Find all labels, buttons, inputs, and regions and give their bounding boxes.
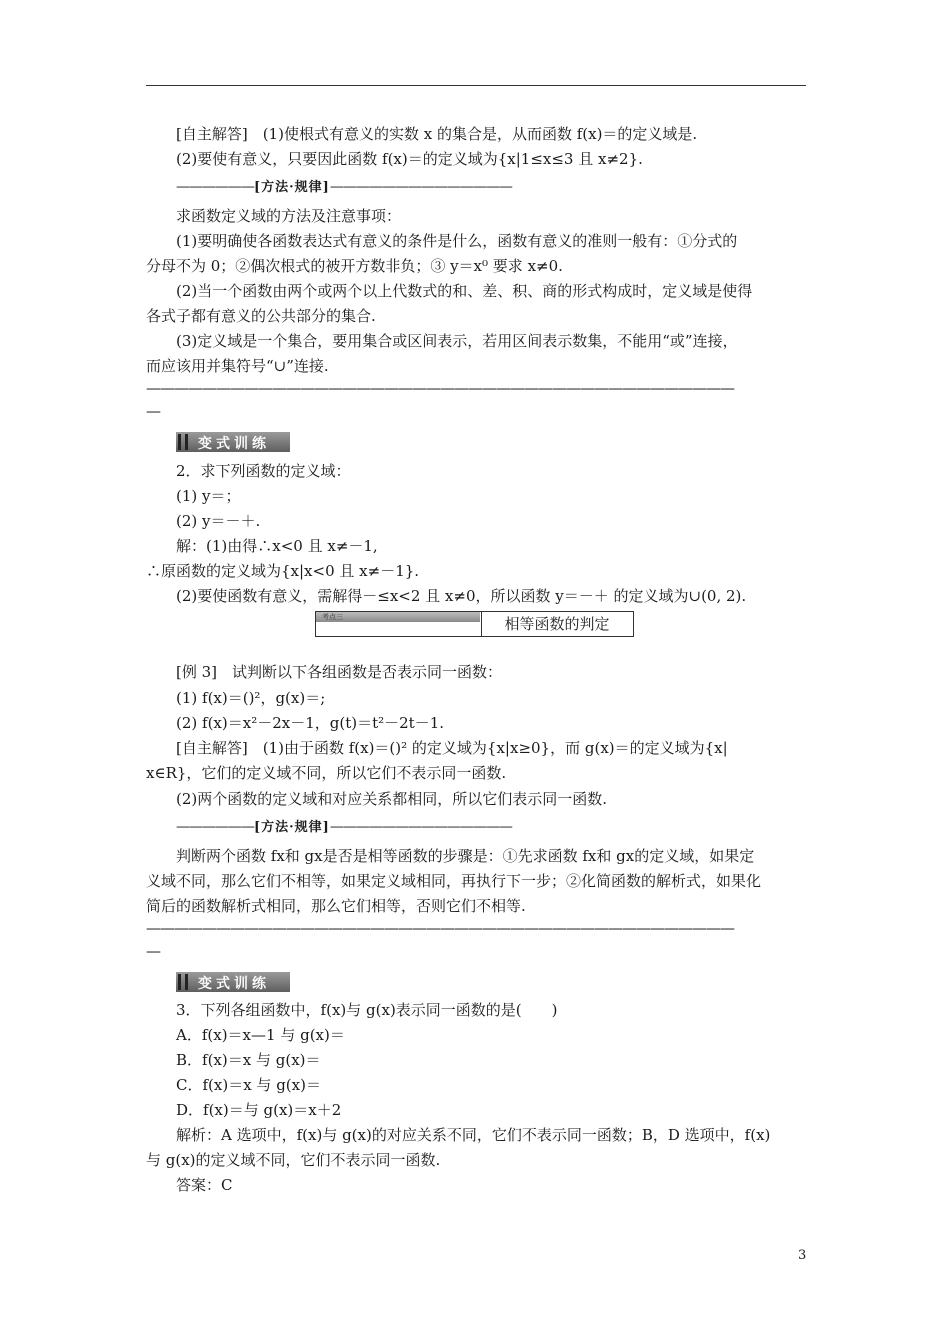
divider-line-1: —————————————————————————————————————————— xyxy=(146,379,734,397)
ex4-explanation-2: 与 g(x)的定义域不同，它们不表示同一函数. xyxy=(146,1151,441,1169)
ex2-item-2: (2) y＝－＋. xyxy=(176,512,261,530)
ex3-answer-1: [自主解答] (1)由于函数 f(x)＝()² 的定义域为{x|x≥0}，而 g(x)＝的定义域为{x| xyxy=(176,739,728,757)
method-dash-left: —————— xyxy=(176,179,254,195)
ex3-answer-2: x∈R}，它们的定义域不同，所以它们不表示同一函数. xyxy=(146,764,507,782)
method-p2b: 各式子都有意义的公共部分的集合. xyxy=(146,307,376,325)
variant-training-label-1: 变式训练 xyxy=(198,436,270,452)
judge-line-2: 义域不同，那么它们不相等，如果定义域相同，再执行下一步；②化简函数的解析式，如果化 xyxy=(146,872,762,890)
ex2-item-1: (1) y＝； xyxy=(176,487,241,505)
ex4-option-a: A．f(x)＝x—1 与 g(x)＝ xyxy=(176,1026,345,1044)
variant-training-label-2: 变式训练 xyxy=(198,976,270,992)
method-label: [方法·规律] xyxy=(254,180,330,195)
method-dash-right: —————————————— xyxy=(329,179,512,195)
divider-tail-1: — xyxy=(146,402,160,420)
judge-line-3: 简后的函数解析式相同，那么它们相等，否则它们不相等. xyxy=(146,897,526,915)
ex4-option-d: D．f(x)＝与 g(x)＝x＋2 xyxy=(176,1101,342,1119)
ex3-item-1: (1) f(x)＝()²，g(x)＝; xyxy=(176,689,326,707)
method-rule-heading xyxy=(176,176,512,195)
ex3-title: [例 3] 试判断以下各组函数是否表示同一函数： xyxy=(176,663,503,681)
ex4-option-c: C．f(x)＝x 与 g(x)＝ xyxy=(176,1076,321,1094)
solution-line-2: (2)要使有意义，只要因此函数 f(x)＝的定义域为{x|1≤x≤3 且 x≠2}. xyxy=(176,150,643,168)
ex2-solution-3: (2)要使函数有意义，需解得－≤x<2 且 x≠0，所以函数 y＝－＋ 的定义域为∪(0, 2). xyxy=(176,587,747,605)
method-p3a: (3)定义域是一个集合，要用集合或区间表示，若用区间表示数集，不能用“或”连接， xyxy=(176,332,738,350)
banner-bars-icon-2 xyxy=(178,974,188,990)
judge-line-1: 判断两个函数 fx和 gx是否是相等函数的步骤是：①先求函数 fx和 gx的定义域，如果定 xyxy=(176,847,755,865)
kaodian-tag: 考点三 xyxy=(322,613,343,621)
variant-training-banner-1 xyxy=(176,432,290,452)
kaodian-title: 相等函数的判定 xyxy=(504,615,610,633)
method-p2a: (2)当一个函数由两个或两个以上代数式的和、差、积、商的形式构成时，定义域是使得 xyxy=(176,282,753,300)
method-dash-left-2: —————— xyxy=(176,819,254,835)
ex2-solution-1: 解：(1)由得∴x<0 且 x≠－1, xyxy=(176,537,378,555)
divider-tail-2: — xyxy=(146,942,160,960)
divider-line-2: —————————————————————————————————————————— xyxy=(146,919,734,937)
ex3-item-2: (2) f(x)＝x²－2x－1，g(t)＝t²－2t－1. xyxy=(176,714,445,732)
kaodian-box xyxy=(315,611,634,637)
method-rule-heading-2 xyxy=(176,816,512,835)
solution-line-1: [自主解答] (1)使根式有意义的实数 x 的集合是，从而函数 f(x)＝的定义域是. xyxy=(176,125,698,143)
ex4-question: 3．下列各组函数中，f(x)与 g(x)表示同一函数的是( ) xyxy=(176,1001,558,1019)
ex2-solution-2: ∴原函数的定义域为{x|x<0 且 x≠－1}. xyxy=(146,562,420,580)
method-label-2: [方法·规律] xyxy=(254,820,330,835)
kaodian-tag-cell xyxy=(316,612,482,636)
ex4-answer: 答案：C xyxy=(176,1176,233,1194)
ex2-question: 2．求下列函数的定义域： xyxy=(176,462,351,480)
method-p1b: 分母不为 0；②偶次根式的被开方数非负；③ y＝x⁰ 要求 x≠0. xyxy=(146,257,563,275)
ex4-explanation-1: 解析：A 选项中，f(x)与 g(x)的对应关系不同，它们不表示同一函数；B，D 选项中，f(x) xyxy=(176,1126,771,1144)
method-p3b: 而应该用并集符号“∪”连接. xyxy=(146,357,329,375)
page-number: 3 xyxy=(798,1248,807,1263)
header-rule xyxy=(146,85,806,86)
ex4-option-b: B．f(x)＝x 与 g(x)＝ xyxy=(176,1051,321,1069)
banner-bars-icon xyxy=(178,434,188,450)
ex3-answer-3: (2)两个函数的定义域和对应关系都相同，所以它们表示同一函数. xyxy=(176,790,608,808)
variant-training-banner-2 xyxy=(176,972,290,992)
method-dash-right-2: —————————————— xyxy=(329,819,512,835)
method-p1a: (1)要明确使各函数表达式有意义的条件是什么，函数有意义的准则一般有：①分式的 xyxy=(176,232,738,250)
method-intro: 求函数定义域的方法及注意事项： xyxy=(176,207,402,225)
